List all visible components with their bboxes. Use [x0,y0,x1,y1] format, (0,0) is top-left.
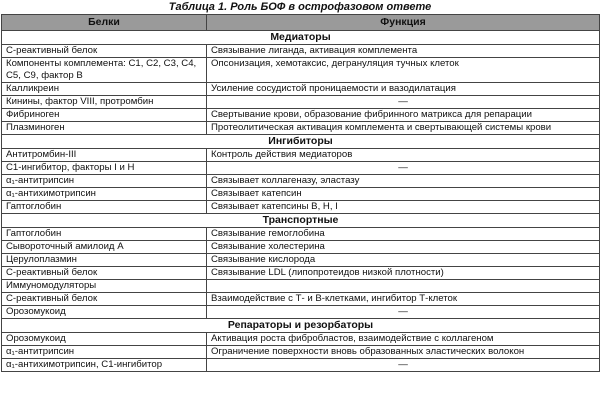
table-row [2,346,600,359]
protein-cell: С-реактивный белок [2,293,207,306]
table-row [2,45,600,58]
table-row [2,359,600,372]
table-row [2,241,600,254]
protein-cell: Гаптоглобин [2,228,207,241]
header-row [2,15,600,31]
section-row [2,135,600,149]
table-row [2,58,600,83]
section-title: Репараторы и резорбаторы [2,319,600,333]
section-row [2,214,600,228]
section-row [2,319,600,333]
protein-cell: Орозомукоид [2,306,207,319]
function-cell: Активация роста фибробластов, взаимодействие с коллагеном [207,333,600,346]
function-cell: Связывание холестерина [207,241,600,254]
function-cell: — [207,96,600,109]
table-body [2,31,600,372]
protein-cell: Компоненты комплемента: С1, С2, С3, С4, С5, С9, фактор В [2,58,207,83]
table-row [2,228,600,241]
function-cell: Взаимодействие с Т- и В-клетками, ингибитор Т-клеток [207,293,600,306]
protein-cell: С-реактивный белок [2,267,207,280]
header-function: Функция [207,15,600,31]
function-cell: Усиление сосудистой проницаемости и вазодилатация [207,83,600,96]
function-cell: Ограничение поверхности вновь образованных эластических волокон [207,346,600,359]
protein-cell: Сывороточный амилоид А [2,241,207,254]
protein-cell: α₁-антихимотрипсин, С1-ингибитор [2,359,207,372]
protein-cell: Фибриноген [2,109,207,122]
function-cell: Свертывание крови, образование фибринного матрикса для репарации [207,109,600,122]
table-row [2,306,600,319]
acute-phase-proteins-table [1,14,600,372]
function-cell: Связывает катепсин [207,188,600,201]
table-row [2,267,600,280]
protein-cell: С-реактивный белок [2,45,207,58]
table-row [2,280,600,293]
table-row [2,162,600,175]
function-cell: Протеолитическая активация комплемента и свертывающей системы крови [207,122,600,135]
protein-cell: Гаптоглобин [2,201,207,214]
table-caption: Таблица 1. Роль БОФ в острофазовом ответе [168,1,432,13]
table-row [2,149,600,162]
protein-cell: С1-ингибитор, факторы I и Н [2,162,207,175]
function-cell: Связывание лиганда, активация комплемента [207,45,600,58]
section-row [2,31,600,45]
protein-cell: Калликреин [2,83,207,96]
protein-cell: Орозомукоид [2,333,207,346]
table-row [2,254,600,267]
table-row [2,122,600,135]
function-cell [207,280,600,293]
section-title: Транспортные [2,214,600,228]
function-cell: — [207,306,600,319]
protein-cell: α₁-антитрипсин [2,346,207,359]
protein-cell: α₁-антихимотрипсин [2,188,207,201]
function-cell: Связывание гемоглобина [207,228,600,241]
function-cell: — [207,162,600,175]
protein-cell: Плазминоген [2,122,207,135]
function-cell: Связывает катепсины В, Н, I [207,201,600,214]
function-cell: Связывание кислорода [207,254,600,267]
protein-cell: Кинины, фактор VIII, протромбин [2,96,207,109]
table-row [2,333,600,346]
table-row [2,83,600,96]
table-row [2,201,600,214]
table-row [2,109,600,122]
function-cell: — [207,359,600,372]
function-cell: Связывание LDL (липопротеидов низкой плотности) [207,267,600,280]
protein-cell: α₁-антитрипсин [2,175,207,188]
table-row [2,175,600,188]
section-title: Медиаторы [2,31,600,45]
protein-cell: Антитромбин-III [2,149,207,162]
table-row [2,293,600,306]
table-row [2,188,600,201]
header-proteins: Белки [2,15,207,31]
section-title: Ингибиторы [2,135,600,149]
function-cell: Опсонизация, хемотаксис, дегрануляция тучных клеток [207,58,600,83]
protein-cell: Церулоплазмин [2,254,207,267]
function-cell: Связывает коллагеназу, эластазу [207,175,600,188]
function-cell: Контроль действия медиаторов [207,149,600,162]
table-row [2,96,600,109]
protein-cell: Иммуномодуляторы [2,280,207,293]
